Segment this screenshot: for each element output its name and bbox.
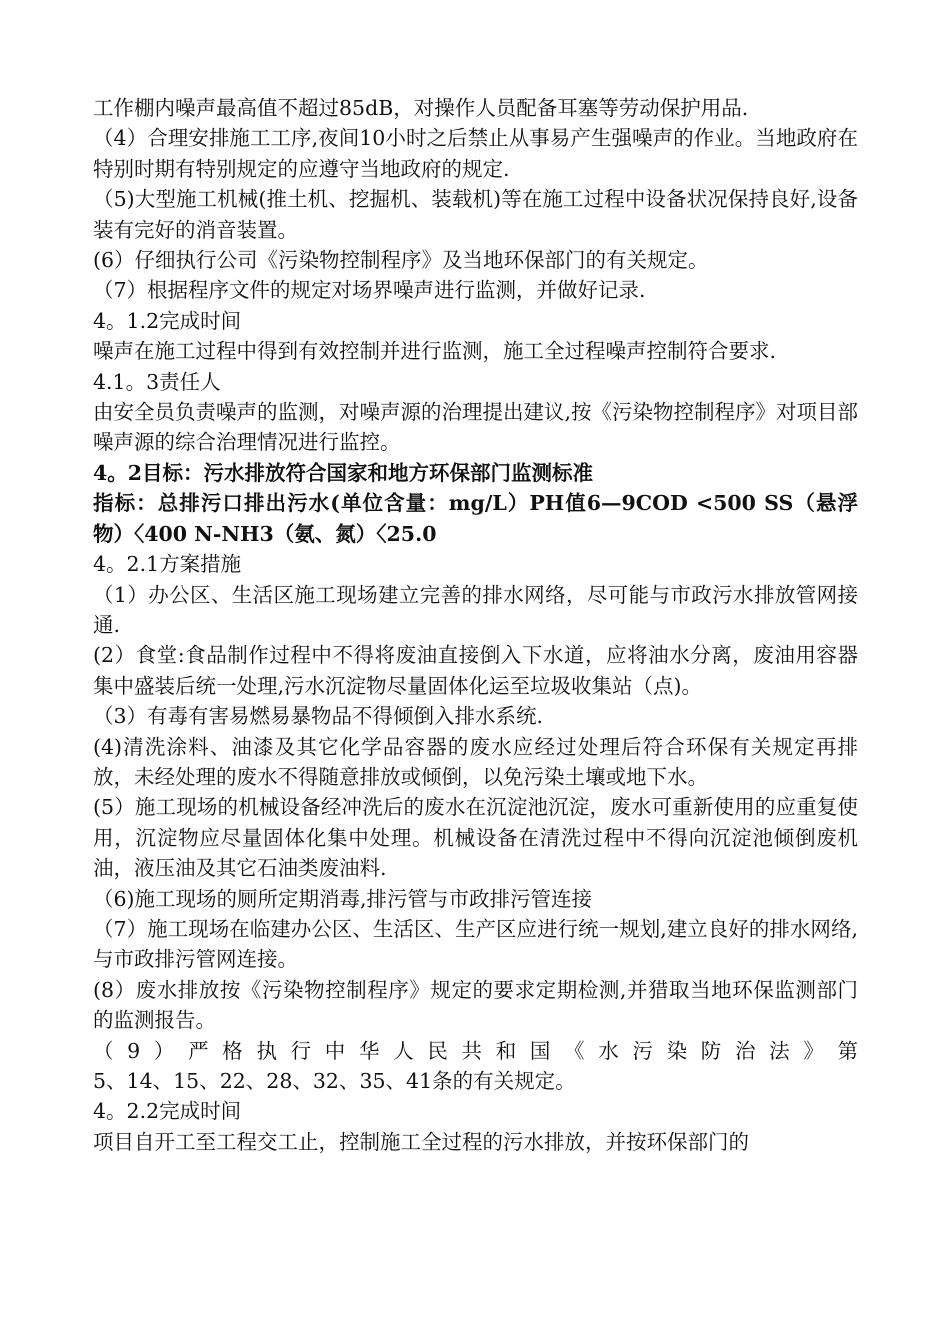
paragraph-indicators: 指标：总排污口排出污水(单位含量：mg/L）PH值6—9COD <500 SS（悬浮物）〈400 N-NH3（氨、氮）〈25.0 [93, 491, 858, 546]
paragraph-item-4-schedule: （4）合理安排施工工序,夜间10小时之后禁止从事易产生强噪声的作业。当地政府在特别时期有特别规定的应遵守当地政府的规定. [93, 126, 858, 181]
paragraph-wastewater-item-8: (8）废水排放按《污染物控制程序》规定的要求定期检测,并猎取当地环保监测部门的监测报告。 [93, 977, 858, 1033]
heading-4-2-1: 4。2.1方案措施 [93, 552, 242, 577]
heading-4-1-3: 4.1。3责任人 [93, 369, 221, 394]
paragraph-noise-limit: 工作棚内噪声最高值不超过85dB，对操作人员配备耳塞等劳动保护用品. [93, 96, 749, 120]
paragraph-noise-control: 噪声在施工过程中得到有效控制并进行监测，施工全过程噪声控制符合要求. [93, 339, 777, 364]
paragraph-item-7-monitoring: （7）根据程序文件的规定对场界噪声进行监测，并做好记录. [93, 278, 646, 303]
paragraph-wastewater-item-1: （1）办公区、生活区施工现场建立完善的排水网络，尽可能与市政污水排放管网接通. [93, 582, 858, 637]
paragraph-wastewater-item-5: (5）施工现场的机械设备经冲洗后的废水在沉淀池沉淀，废水可重新使用的应重复使用，沉淀物应尽量固体化集中处理。机械设备在清洗过程中不得向沉淀池倾倒废机油，液压油及其它石油类废油料. [93, 795, 858, 881]
heading-4-1-2: 4。1.2完成时间 [93, 308, 242, 333]
paragraph-responsible-person: 由安全员负责噪声的监测，对噪声源的治理提出建议,按《污染物控制程序》对项目部噪声源的综合治理情况进行监控。 [93, 400, 859, 455]
paragraph-completion-time: 项目自开工至工程交工止，控制施工全过程的污水排放，并按环保部门的 [93, 1129, 749, 1154]
paragraph-wastewater-item-7: （7）施工现场在临建办公区、生活区、生产区应进行统一规划,建立良好的排水网络,与市政排污管网连接。 [93, 916, 858, 972]
paragraph-item-6-procedure: (6）仔细执行公司《污染物控制程序》及当地环保部门的有关规定。 [93, 248, 709, 273]
paragraph-wastewater-item-2: (2）食堂:食品制作过程中不得将废油直接倒入下水道，应将油水分离，废油用容器集中盛装后统一处理,污水沉淀物尽量固体化运至垃圾收集站（点)。 [93, 643, 858, 698]
paragraph-wastewater-item-6: （6)施工现场的厕所定期消毒,排污管与市政排污管连接 [93, 886, 593, 911]
paragraph-wastewater-item-9-line1: （9）严格执行中华人民共和国《水污染防治法》第 [93, 1038, 858, 1063]
paragraph-wastewater-item-4: (4)清洗涂料、油漆及其它化学品容器的废水应经过处理后符合环保有关规定再排放，未经处理的废水不得随意排放或倾倒，以免污染土壤或地下水。 [93, 734, 858, 789]
document-page [93, 93, 858, 1157]
paragraph-wastewater-item-9-line2: 5、14、15、22、28、32、35、41条的有关规定。 [93, 1069, 576, 1093]
paragraph-item-5-machinery: （5)大型施工机械(推土机、挖掘机、装载机)等在施工过程中设备状况保持良好,设备装有完好的消音装置。 [93, 187, 858, 242]
heading-4-2-2: 4。2.2完成时间 [93, 1099, 242, 1124]
paragraph-wastewater-item-3: （3）有毒有害易燃易暴物品不得倾倒入排水系统. [93, 704, 544, 729]
heading-4-2-target: 4。2目标：污水排放符合国家和地方环保部门监测标准 [93, 460, 594, 485]
